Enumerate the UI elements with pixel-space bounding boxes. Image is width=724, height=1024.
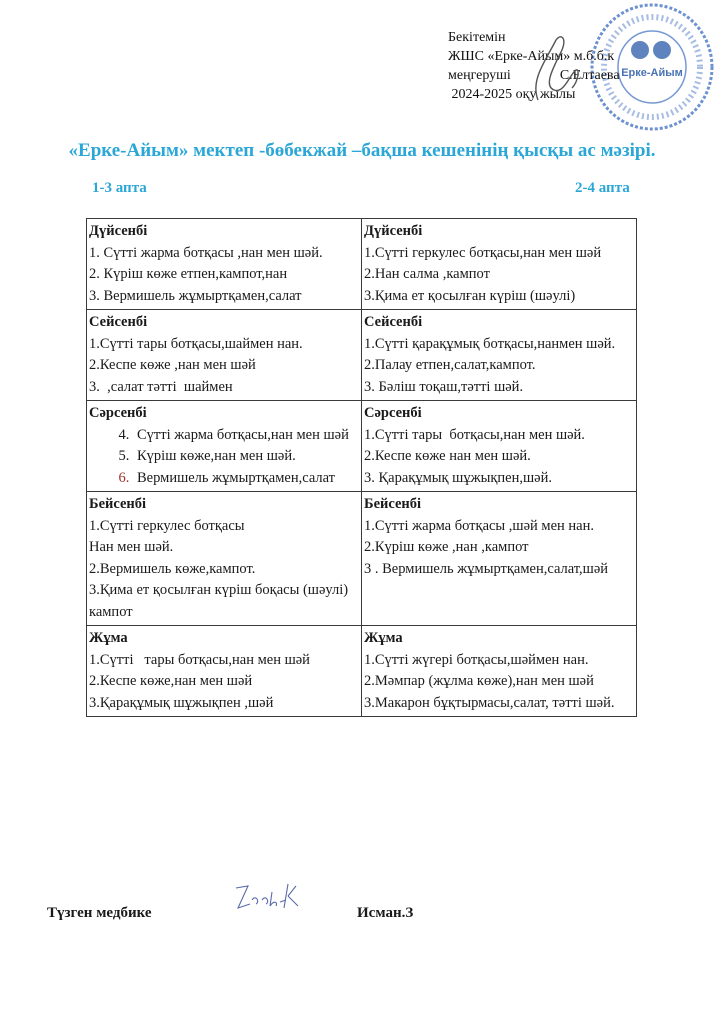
menu-table	[86, 218, 637, 717]
compiled-by-label: Түзген медбике	[47, 905, 152, 921]
menu-item: 1. Сүтті жарма ботқасы ,нан мен шәй.	[89, 244, 323, 261]
menu-item: 1.Сүтті жүгері ботқасы,шәймен нан.	[364, 651, 589, 668]
cell-monday-week1	[87, 219, 362, 310]
menu-item: 3. Қарақұмық шұжықпен,шәй.	[364, 469, 552, 486]
nurse-name: Исман.З	[357, 905, 414, 921]
menu-item: 2.Кеспе көже нан мен шәй.	[364, 448, 531, 464]
menu-item: 3. ,салат тәтті шаймен	[89, 378, 233, 395]
day-label: Сәрсенбі	[364, 405, 422, 421]
menu-item: 1.Сүтті жарма ботқасы ,шәй мен нан.	[364, 517, 594, 534]
menu-item: 2.Нан салма ,кампот	[364, 266, 490, 282]
table-row-monday	[87, 219, 637, 310]
menu-item: 3.Қима ет қосылған күріш (шәулі)	[364, 287, 576, 304]
menu-item: 4. Сүтті жарма ботқасы,нан мен шәй	[133, 425, 360, 447]
table-row-wednesday	[87, 401, 637, 492]
menu-item: 1.Сүтті геркулес ботқасы,нан мен шәй	[364, 244, 602, 261]
day-label: Жұма	[89, 630, 128, 646]
day-label: Бейсенбі	[364, 496, 422, 512]
menu-item: 1.Сүтті қарақұмық ботқасы,нанмен шәй.	[364, 335, 616, 352]
approval-line-org: ЖШС «Ерке-Айым» м.б.б.к	[448, 49, 615, 64]
numbered-list	[89, 425, 360, 490]
day-label: Дүйсенбі	[89, 223, 148, 239]
cell-wednesday-week1	[87, 401, 362, 492]
table-row-friday	[87, 626, 637, 717]
day-label: Сәрсенбі	[89, 405, 147, 421]
approval-line-approve: Бекітемін	[448, 30, 506, 45]
menu-item: Нан мен шәй.	[89, 539, 174, 555]
menu-item: кампот	[89, 603, 133, 620]
menu-item: 2.Палау етпен,салат,кампот.	[364, 357, 536, 373]
cell-tuesday-week2	[362, 310, 637, 401]
menu-item: 2.Кеспе көже ,нан мен шәй	[89, 357, 256, 373]
menu-item: 3 . Вермишель жұмыртқамен,салат,шәй	[364, 560, 609, 577]
menu-item: 3.Қима ет қосылған күріш боқасы (шәулі)	[89, 582, 349, 598]
day-label: Жұма	[364, 630, 403, 646]
menu-item: 5. Күріш көже,нан мен шәй.	[133, 446, 360, 468]
cell-friday-week1	[87, 626, 362, 717]
menu-item: 1.Сүтті геркулес ботқасы	[89, 517, 245, 534]
menu-item: 2.Мәмпар (жұлма көже),нан мен шәй	[364, 673, 594, 689]
director-signature-icon	[526, 30, 586, 110]
day-label: Бейсенбі	[89, 496, 147, 512]
table-row-thursday	[87, 492, 637, 626]
cell-monday-week2	[362, 219, 637, 310]
week-label-right: 2-4 апта	[575, 180, 630, 196]
menu-item: 2.Күріш көже ,нан ,кампот	[364, 539, 529, 555]
menu-item: 3. Вермишель жұмыртқамен,салат	[89, 287, 302, 304]
menu-item: 2. Күріш көже етпен,кампот,нан	[89, 266, 288, 282]
nurse-signature-icon	[232, 880, 302, 916]
day-label: Сейсенбі	[364, 314, 423, 330]
svg-text:Ерке-Айым: Ерке-Айым	[621, 67, 683, 79]
week-label-left: 1-3 апта	[92, 180, 147, 196]
approval-line-year: 2024-2025 оқу жылы	[448, 87, 576, 102]
menu-item: 1.Сүтті тары ботқасы,нан мен шәй.	[364, 426, 585, 443]
menu-item: 3. Бәліш тоқаш,тәтті шәй.	[364, 378, 524, 395]
table-row-tuesday	[87, 310, 637, 401]
day-label: Дүйсенбі	[364, 223, 423, 239]
day-label: Сейсенбі	[89, 314, 148, 330]
menu-item: 3.Макарон бұқтырмасы,салат, тәтті шәй.	[364, 694, 615, 711]
page-title: «Ерке-Айым» мектеп -бөбекжай –бақша кешенінің қысқы ас мәзірі.	[68, 140, 656, 161]
cell-wednesday-week2	[362, 401, 637, 492]
cell-friday-week2	[362, 626, 637, 717]
menu-item: 2.Кеспе көже,нан мен шәй	[89, 673, 253, 689]
cell-tuesday-week1	[87, 310, 362, 401]
menu-item: 1.Сүтті тары ботқасы,шаймен нан.	[89, 335, 303, 352]
approval-line-head: меңгеруші С.Елтаева	[448, 68, 620, 83]
cell-thursday-week1	[87, 492, 362, 626]
cell-thursday-week2	[362, 492, 637, 626]
menu-item: 3.Қарақұмық шұжықпен ,шәй	[89, 694, 274, 711]
menu-item: 6. Вермишель жұмыртқамен,салат	[133, 468, 360, 490]
menu-item: 2.Вермишель көже,кампот.	[89, 560, 256, 577]
menu-item: 1.Сүтті тары ботқасы,нан мен шәй	[89, 651, 310, 668]
